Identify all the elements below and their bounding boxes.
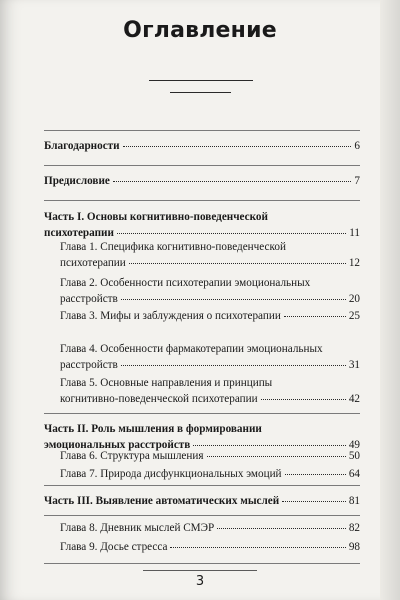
toc-chapter-entry[interactable] xyxy=(60,521,360,537)
dot-leader xyxy=(282,500,346,502)
toc-chapter-entry[interactable] xyxy=(60,342,360,373)
separator-line xyxy=(44,200,360,201)
dot-leader xyxy=(217,527,346,529)
entry-row xyxy=(60,292,360,308)
toc-chapter-entry[interactable] xyxy=(60,376,360,407)
entry-title-line: эмоциональных расстройств xyxy=(44,438,191,451)
toc-chapter-entry[interactable] xyxy=(60,540,360,556)
dot-leader xyxy=(207,455,346,457)
entry-page-number: 50 xyxy=(348,450,360,462)
entry-title-line: Глава 6. Структура мышления xyxy=(60,450,204,462)
separator-line xyxy=(44,515,360,516)
entry-page-number: 25 xyxy=(348,310,360,322)
entry-title-line: Глава 3. Мифы и заблуждения о психотерапии xyxy=(60,310,281,322)
entry-page-number: 64 xyxy=(348,468,360,480)
dot-leader xyxy=(121,298,346,300)
entry-title-line: Глава 2. Особенности психотерапии эмоциональных xyxy=(60,277,311,289)
entry-page-number: 6 xyxy=(354,140,360,152)
separator-line xyxy=(44,165,360,166)
entry-title-line: Часть II. Роль мышления в формировании xyxy=(44,423,262,435)
entry-title-line: когнитивно-поведенческой психотерапии xyxy=(60,392,258,405)
entry-row xyxy=(60,392,360,408)
entry-title-line: Глава 7. Природа дисфункциональных эмоций xyxy=(60,468,282,480)
entry-row xyxy=(44,226,360,242)
entry-row xyxy=(60,521,360,537)
separator-line xyxy=(44,563,360,564)
entry-title-line: Глава 1. Специфика когнитивно-поведенческой xyxy=(60,241,286,253)
entry-title-line: психотерапии xyxy=(60,256,126,269)
entry-title-line: Часть I. Основы когнитивно-поведенческой xyxy=(44,211,268,223)
toc-part-entry[interactable] xyxy=(44,210,360,241)
page-title: Оглавление xyxy=(123,18,277,43)
toc-part-entry[interactable] xyxy=(44,494,360,510)
dot-leader xyxy=(261,398,346,400)
entry-page-number: 98 xyxy=(348,541,360,553)
entry-page-number: 42 xyxy=(348,392,360,405)
entry-row xyxy=(44,139,360,155)
page-number: 3 xyxy=(195,574,205,589)
toc-chapter-entry[interactable] xyxy=(60,309,360,325)
separator-line xyxy=(44,485,360,486)
dot-leader xyxy=(123,145,352,147)
toc-chapter-entry[interactable] xyxy=(60,276,360,307)
toc-chapter-entry[interactable] xyxy=(60,467,360,483)
separator-line xyxy=(44,130,360,131)
dot-leader xyxy=(284,315,346,317)
entry-page-number: 82 xyxy=(348,522,360,534)
entry-page-number: 7 xyxy=(354,175,360,187)
entry-page-number: 20 xyxy=(348,292,360,305)
entry-title-line: Часть III. Выявление автоматических мыслей xyxy=(44,495,280,507)
dot-leader xyxy=(121,364,346,366)
dot-leader xyxy=(113,180,352,182)
dot-leader xyxy=(129,262,346,264)
entry-page-number: 12 xyxy=(348,256,360,269)
entry-title-line: расстройств xyxy=(60,292,118,305)
entry-row xyxy=(60,449,360,465)
entry-title-line: Благодарности xyxy=(44,140,120,152)
entry-title-line: Предисловие xyxy=(44,175,110,187)
entry-page-number: 81 xyxy=(348,495,360,507)
entry-page-number: 31 xyxy=(348,358,360,371)
entry-page-number: 49 xyxy=(348,438,360,451)
toc-part-entry[interactable] xyxy=(44,139,360,155)
entry-row xyxy=(60,358,360,374)
entry-title-line: психотерапии xyxy=(44,226,114,239)
dot-leader xyxy=(193,444,345,446)
dot-leader xyxy=(117,232,346,234)
toc-chapter-entry[interactable] xyxy=(60,240,360,271)
entry-title-line: расстройств xyxy=(60,358,118,371)
entry-title-line: Глава 9. Досье стресса xyxy=(60,541,168,553)
folio-rule xyxy=(143,570,257,571)
entry-title-line: Глава 8. Дневник мыслей СМЭР xyxy=(60,522,215,534)
entry-row xyxy=(60,467,360,483)
entry-row xyxy=(60,256,360,272)
entry-row xyxy=(44,174,360,190)
entry-row xyxy=(60,540,360,556)
toc-chapter-entry[interactable] xyxy=(60,449,360,465)
separator-line xyxy=(44,413,360,414)
dot-leader xyxy=(285,473,346,475)
entry-page-number: 11 xyxy=(349,226,360,239)
entry-title-line: Глава 5. Основные направления и принципы xyxy=(60,377,273,389)
entry-title-line: Глава 4. Особенности фармакотерапии эмоциональных xyxy=(60,343,323,355)
entry-row xyxy=(44,494,360,510)
toc-part-entry[interactable] xyxy=(44,174,360,190)
dot-leader xyxy=(170,546,345,548)
entry-row xyxy=(60,309,360,325)
